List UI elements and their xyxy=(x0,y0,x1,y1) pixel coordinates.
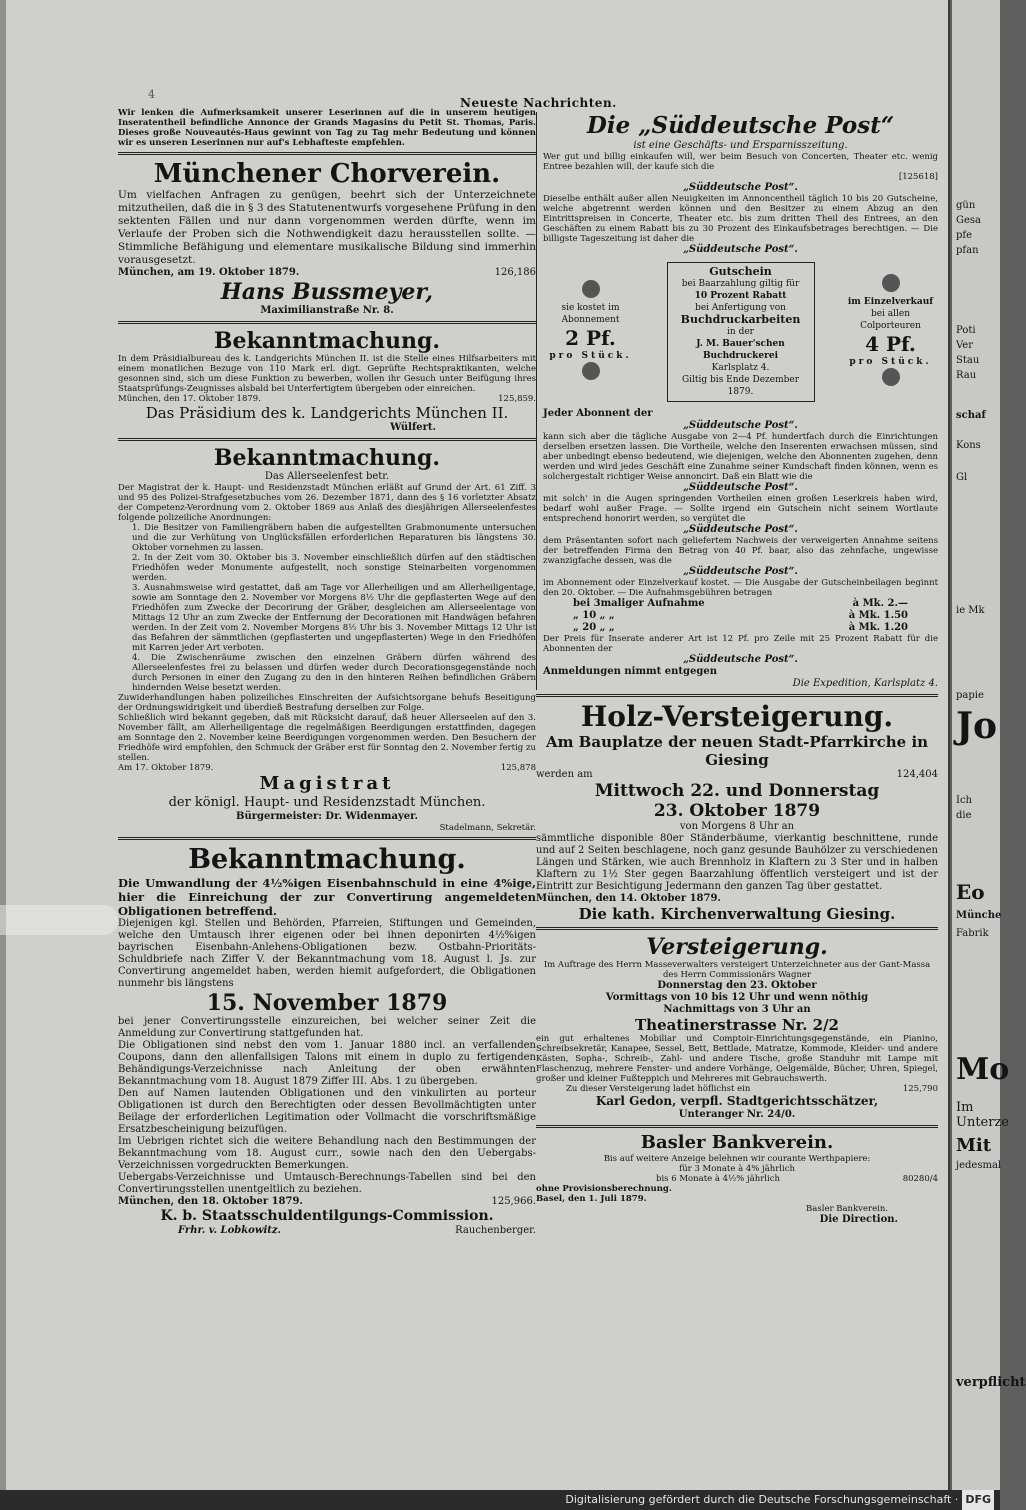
bek3-title: Bekanntmachung. xyxy=(188,844,466,875)
verst-place: Theatinerstrasse Nr. 2/2 xyxy=(635,1016,839,1034)
verst-time2: Nachmittags von 3 Uhr an xyxy=(663,1004,811,1015)
edge-text: die xyxy=(956,810,972,821)
divider xyxy=(536,927,938,930)
coupon-line: Buchdruckarbeiten xyxy=(680,313,801,326)
bek2-subtitle: Das Allerseelenfest betr. xyxy=(264,471,390,482)
rate-row xyxy=(543,598,938,610)
post-p3: Jeder Abonnent der xyxy=(543,408,653,419)
rate-price: à Mk. 2.— xyxy=(852,598,908,609)
bek1-ref: 125,859. xyxy=(498,394,536,404)
edge-text: Im xyxy=(956,1100,974,1115)
verst-signer: Karl Gedon, verpfl. Stadtgerichtsschätzer, xyxy=(595,1094,879,1108)
bek2-secretary: Stadelmann, Sekretär. xyxy=(439,823,536,833)
bek1-signer: Das Präsidium des k. Landgerichts München II. xyxy=(145,404,509,422)
bek3-p3: Die Obligationen sind nebst den vom 1. Januar 1880 incl. an verfallenden Coupons, dann den allenfallsigen Talons mit einem in duplo zu fertigenden Behändigungs-Verzeichnisse nach Anleitung der oben erwähnten Bekanntmachung vom 18. August 1879 Ziffer III. Abs. 1 zu übergeben. xyxy=(118,1040,536,1087)
bek3-p6: Uebergabs-Verzeichnisse und Umtausch-Berechnungs-Tabellen sind bei den Convertirungsstellen unentgeltlich zu beziehen. xyxy=(118,1172,536,1195)
basler-date: Basel, den 1. Juli 1879. xyxy=(536,1194,647,1204)
edge-text: jedesmal xyxy=(956,1160,1002,1171)
bek3-clerk: Rauchenberger. xyxy=(455,1225,536,1236)
edge-text: Unterze xyxy=(956,1115,1010,1130)
bek2-penalty: Zuwiderhandlungen haben polizeiliches Einschreiten der Aufsichtsorgane behufs Beseitigung der Ordnungswidrigkeit und überdieß Bestrafung derselben zur Folge. xyxy=(118,693,536,713)
bek3-p5: Im Uebrigen richtet sich die weitere Behandlung nach den Bestimmungen der Bekanntmachung vom 18. August curr., sowie nach den den Uebergabs-Verzeichnissen vorgedruckten Bemerkungen. xyxy=(118,1136,536,1171)
edge-text: pfan xyxy=(956,245,979,256)
ornament-dot-icon xyxy=(582,362,600,380)
bek2-closing: Schließlich wird bekannt gegeben, daß mit Rücksicht darauf, daß heuer Allerseelen auf den 3. November fällt, am Allerheiligentage die regelmäßigen Beerdigungen erstattfinden, dagegen am Sonntage den 2. November keine Beerdigungen vorgenommen werden. Den Besuchern der Friedhöfe wird empfohlen, den Schmuck der Gräber erst für Sonntag den 2. November fertig zu stellen. xyxy=(118,713,536,763)
edge-text: Poti xyxy=(956,325,976,336)
price-label: sie kostet im Abonnement xyxy=(561,303,620,325)
verst-invite: Zu dieser Versteigerung ladet höflichst ein xyxy=(566,1084,751,1094)
post-p5: mit solch' in die Augen springenden Vortheilen einen großen Leserkreis haben wird, bedarf wohl außer Frage. — Sollte irgend ein Gutschein nicht seinem Wortlaute entsprechend honorirt werden, so vergütet die xyxy=(543,494,938,524)
rate-label: „ 20 „ „ xyxy=(573,622,615,633)
coupon-title: Gutschein xyxy=(709,265,772,278)
basler-sign1: Basler Bankverein. xyxy=(806,1204,888,1214)
gutschein-coupon xyxy=(667,262,815,402)
divider xyxy=(118,837,536,840)
post-name: „Süddeutsche Post“. xyxy=(683,244,798,255)
ornament-dot-icon xyxy=(882,274,900,292)
divider xyxy=(118,152,536,155)
adjacent-page-edge xyxy=(952,0,1026,1490)
coupon-discount: 10 Prozent Rabatt xyxy=(694,291,787,301)
edge-text: verpflicht xyxy=(956,1375,1026,1390)
price-value: 4 Pf. xyxy=(865,332,916,356)
edge-text: Ich xyxy=(956,795,972,806)
edge-text: ie Mk xyxy=(956,605,985,616)
ornament-dot-icon xyxy=(882,368,900,386)
right-column xyxy=(536,112,938,1226)
post-name: „Süddeutsche Post“. xyxy=(683,654,798,665)
holz-ref: 124,404 xyxy=(896,769,938,780)
bek2-signer: Magistrat xyxy=(259,773,395,794)
post-name: „Süddeutsche Post“. xyxy=(683,482,798,493)
chorverein-signer: Hans Bussmeyer, xyxy=(220,279,434,305)
post-subtitle: ist eine Geschäfts- und Ersparnisszeitung. xyxy=(633,140,848,151)
divider xyxy=(118,321,536,324)
rate-label: „ 10 „ „ xyxy=(573,610,615,621)
post-p7: im Abonnement oder Einzelverkauf kostet. — Die Ausgabe der Gutscheinbeilagen beginnt den 20. Oktober. — Die Aufnahmsgebühren betragen xyxy=(543,578,938,598)
holz-werden: werden am xyxy=(536,769,593,780)
ornament-dot-icon xyxy=(582,280,600,298)
edge-text: Gesa xyxy=(956,215,981,226)
bek2-org: der königl. Haupt- und Residenzstadt München. xyxy=(168,795,486,810)
coupon-line: J. M. Bauer'schen Buchdruckerei xyxy=(696,339,785,361)
verst-ref: 125,790 xyxy=(902,1084,938,1094)
chorverein-date: München, am 19. Oktober 1879. xyxy=(118,267,300,278)
bek2-intro: Der Magistrat der k. Haupt- und Residenzstadt München erläßt auf Grund der Art. 61 Ziff. 3 und 95 des Polizei-Strafgesetzbuches vom 26. Dezember 1871, dann des § 16 vorletzter Absatz der Competenz-Verordnung vom 2. Oktober 1869 aus Anlaß des diesjährigen Allerseelenfestes folgende polizeiliche Anordnungen: xyxy=(118,483,536,523)
page-header: Neueste Nachrichten. xyxy=(460,96,617,110)
bek3-name: Frhr. v. Lobkowitz. xyxy=(178,1225,282,1236)
price-value: 2 Pf. xyxy=(565,326,616,350)
price-unit: pro Stück. xyxy=(849,357,932,367)
abonnement-price xyxy=(543,280,638,384)
gutschein-area xyxy=(543,262,938,402)
edge-text: Fabrik xyxy=(956,928,989,939)
chorverein-address: Maximilianstraße Nr. 8. xyxy=(260,305,394,316)
scan-glare xyxy=(0,905,118,935)
basler-line1: Bis auf weitere Anzeige belehnen wir courante Werthpapiere: xyxy=(603,1154,871,1164)
basler-sign2: Die Direction. xyxy=(819,1214,898,1225)
edge-text: Gl xyxy=(956,472,968,483)
post-name: „Süddeutsche Post“. xyxy=(683,566,798,577)
holz-dates1: Mittwoch 22. und Donnerstag xyxy=(594,781,880,801)
coupon-line: in der xyxy=(727,327,754,337)
basler-ref: 80280/4 xyxy=(902,1174,938,1184)
post-p6: dem Präsentanten sofort nach geliefertem Nachweis der verweigerten Annahme seitens der betreffenden Firma den Betrag von 40 Pf. baar, also das zehnfache, ungewisse zwanzigfache dessen, was die xyxy=(543,536,938,566)
basler-line3: bis 6 Monate à 4½% jährlich xyxy=(656,1174,780,1184)
bek3-ref: 125,966. xyxy=(491,1196,536,1207)
rate-price: à Mk. 1.50 xyxy=(848,610,908,621)
edge-text: pfe xyxy=(956,230,973,241)
bek3-date: München, den 18. Oktober 1879. xyxy=(118,1196,303,1207)
coupon-line: bei Anfertigung von xyxy=(695,303,786,313)
chorverein-title: Münchener Chorverein. xyxy=(153,159,501,189)
post-p2: Dieselbe enthält außer allen Neuigkeiten im Annoncentheil täglich 10 bis 20 Gutscheine, welche abgetrennt werden können und den Besitzer zu einem Abzug an den Eintrittspreisen in Concerte, Theater etc. bis zum dritten Theil des Entrees, an den Geschäften zu einem Rabatt bis zu 30 Prozent des Einkaufsbetrages berechtigen. — Die billigste Tageszeitung ist daher die xyxy=(543,194,938,244)
edge-text: schaf xyxy=(956,410,986,421)
holz-title: Holz-Versteigerung. xyxy=(580,700,894,733)
basler-line4: ohne Provisionsberechnung. xyxy=(536,1184,672,1194)
post-p4: kann sich aber die tägliche Ausgabe von 2—4 Pf. hundertfach durch die Einrichtungen derselben ersetzen lassen. Die Vortheile, welche den Inserenten erwachsen müssen, sind aber unbedingt ebenso bedeutend, wie diejenigen, welche den Abonnenten zugehen, denn werden und wird jedes Geschäft eine Zunahme seiner Kundschaft finden können, wenn es solchergestalt richtiger Weise annoncirt. Daß ein Blatt wie die xyxy=(543,432,938,482)
bek2-item: 2. In der Zeit vom 30. Oktober bis 3. November einschließlich dürfen auf den städtischen Friedhöfen weder Monumente aufgestellt, noch sonstige Steinarbeiten vorgenommen werden. xyxy=(132,553,536,583)
bek2-date: Am 17. Oktober 1879. xyxy=(118,763,214,773)
price-label: Colporteuren xyxy=(860,321,921,331)
bek3-p1: Diejenigen kgl. Stellen und Behörden, Pfarreien, Stiftungen und Gemeinden, welche den Umtausch ihrer eigenen oder bei ihnen deponirten 4½%igen bayrischen Eisenbahn-Anlehens-Obligationen bezw. Ostbahn-Prioritäts-Schuldbriefe nach Ziffer V. der Bekanntmachung vom 18. August l. Js. zur Convertirung angemeldet haben, werden hiemit aufgefordert, die Obligationen nunmehr bis längstens xyxy=(118,918,536,989)
bek2-mayor: Bürgermeister: Dr. Widenmayer. xyxy=(236,811,418,822)
holz-date: München, den 14. Oktober 1879. xyxy=(536,893,721,904)
chorverein-body: Um vielfachen Anfragen zu genügen, beehrt sich der Unterzeichnete mitzutheilen, daß die in § 3 des Statutenentwurfs vorgesehene Prüfung in den sektenten Fällen und nur dann vorgenommen werden dürfte, wenn im Verlaufe der Proben sich die Nothwendigkeit dazu herausstellen sollte. — Stimmliche Befähigung und elementare musikalische Bildung sind immerhin vorausgesetzt. xyxy=(118,189,536,266)
bek2-item: 3. Ausnahmsweise wird gestattet, daß am Tage vor Allerheiligen und am Allerheiligentage, sowie am Sonntage den 2. November vor Morgens 8½ Uhr die gepflasterten Wege auf den Friedhöfen zum Zwecke der Decorirung der Gräber, desgleichen am Allerseelentage von Mittags 12 Uhr an zum Zwecke der Entfernung der Decorationen mit Handwägen befahren werden. In der Zeit vom 2. November Morgens 8½ Uhr bis 3. November Mittags 12 Uhr ist das Befahren der sämmtlichen (gepflasterten und ungepflasterten) Wege in den Friedhöfen mit Karren jeder Art verboten. xyxy=(132,583,536,653)
bek1-body: In dem Präsidialbureau des k. Landgerichts München II. ist die Stelle eines Hilfsarbeiters mit einem monatlichen Bezuge von 110 Mark erl. digt. Geprüfte Rechtspraktikanten, welche gesonnen sind, sich um diese Funktion zu bewerben, wollen ihr Gesuch unter Beifügung ihres Staatsprüfungs-Zeugnisses alsbald bei Unterfertigtem übergeben oder einreichen. xyxy=(118,354,536,394)
edge-text: Ver xyxy=(956,340,974,351)
edge-text: Jo xyxy=(956,705,998,747)
holz-sub: Am Bauplatze der neuen Stadt-Pfarrkirche in Giesing xyxy=(545,733,929,769)
rate-price: à Mk. 1.20 xyxy=(848,622,908,633)
edge-text: Rau xyxy=(956,370,977,381)
verst-body: ein gut erhaltenes Mobiliar und Comptoir-Einrichtungsgegenstände, ein Pianino, Schreibsekretär, Kanapee, Sessel, Bett, Bettlade, Matratze, Kommode, Kleider- und andere Kästen, Sopha-, Schreib-, Zahl- und andere Tische, große Standuhr mit Lampe mit Flaschenzug, mehrere Fenster- und andere Vorhänge, Oelgemälde, Bücher, Uhren, Spiegel, großer und kleiner Fußteppich und Mehreres mit Gebrauchswerth. xyxy=(536,1034,938,1084)
edge-text: Eo xyxy=(956,880,985,904)
post-p9: Anmeldungen nimmt entgegen xyxy=(543,666,717,677)
post-p1: Wer gut und billig einkaufen will, wer beim Besuch von Concerten, Theater etc. wenig Entree bezahlen will, der kaufe sich die xyxy=(543,152,938,172)
bek1-date: München, den 17. Oktober 1879. xyxy=(118,394,261,404)
einzelverkauf-price xyxy=(843,274,938,390)
holz-signer: Die kath. Kirchenverwaltung Giesing. xyxy=(578,905,896,923)
divider xyxy=(118,438,536,441)
verst-addr: Unteranger Nr. 24/0. xyxy=(678,1109,796,1120)
edge-text: papie xyxy=(956,690,984,701)
chorverein-ref: 126,186 xyxy=(494,267,536,278)
verst-day: Donnerstag den 23. Oktober xyxy=(657,980,817,991)
post-p8: Der Preis für Inserate anderer Art ist 12 Pf. pro Zeile mit 25 Prozent Rabatt für die Abonnenten der xyxy=(543,634,938,654)
bek3-p2: bei jener Convertirungsstelle einzureichen, bei welcher seiner Zeit die Anmeldung zur Convertirung stattgefunden hat. xyxy=(118,1016,536,1039)
post-ref: [125618] xyxy=(898,172,938,182)
bek1-name: Wülfert. xyxy=(390,422,436,433)
holz-dates2: 23. Oktober 1879 xyxy=(653,801,821,821)
footer-bar xyxy=(0,1490,1000,1510)
price-unit: pro Stück. xyxy=(549,351,632,361)
notice-petit-st-thomas: Wir lenken die Aufmerksamkeit unserer Leserinnen auf die in unserem heutigen Inseratentheil befindliche Annonce der Grands Magasins du Petit St. Thomas, Paris. Dieses große Nouveautés-Haus gewinnt von Tag zu Tag mehr Bedeutung und können wir es unseren Leserinnen nur auf's Lebhafteste empfehlen. xyxy=(118,108,536,148)
price-label: im Einzelverkauf xyxy=(847,297,934,307)
rate-label: bei 3maliger Aufnahme xyxy=(573,598,705,609)
coupon-validity: Giltig bis Ende Dezember 1879. xyxy=(681,375,800,397)
verst-intro: Im Auftrage des Herrn Masseverwalters versteigert Unterzeichneter aus der Gant-Massa des Herrn Commissionärs Wagner xyxy=(543,960,931,980)
coupon-line: bei Baarzahlung giltig für xyxy=(681,279,800,289)
holz-body: sämmtliche disponible 80er Ständerbäume, vierkantig beschnittene, runde und auf 2 Seiten beschlagene, noch ganz gesunde Bauhölzer zu verschiedenen Längen und Stärken, wie auch Brennholz in Klaftern zu 3 Ster und in halben Klaftern zu 1½ Ster gegen Baarzahlung öffentlich versteigert und ist der Eintritt zur Besichtigung Jedermann den ganzen Tag über gestattet. xyxy=(536,833,938,892)
verst-title: Versteigerung. xyxy=(646,934,828,960)
post-name: „Süddeutsche Post“. xyxy=(683,524,798,535)
verst-time1: Vormittags von 10 bis 12 Uhr und wenn nöthig xyxy=(605,992,869,1003)
basler-line2: für 3 Monate à 4% jährlich xyxy=(679,1164,795,1174)
footer-credit: Digitalisierung gefördert durch die Deutsche Forschungsgemeinschaft · xyxy=(565,1493,959,1506)
divider xyxy=(536,694,938,697)
bek1-title: Bekanntmachung. xyxy=(213,328,441,354)
post-title: Die „Süddeutsche Post“ xyxy=(586,112,895,139)
bek3-signer: K. b. Staatsschuldentilgungs-Commission. xyxy=(160,1208,494,1224)
edge-text: Mit xyxy=(956,1135,992,1156)
holz-time: von Morgens 8 Uhr an xyxy=(679,821,795,832)
bek2-title: Bekanntmachung. xyxy=(213,445,441,471)
bek2-item: 1. Die Besitzer von Familiengräbern haben die aufgestellten Grabmonumente untersuchen und die zur Verhütung von Unglücksfällen erforderlichen Reparaturen bis längstens 30. Oktober vornehmen zu lassen. xyxy=(132,523,536,553)
edge-text: Münche xyxy=(956,910,1002,921)
bek3-lead: Die Umwandlung der 4½%igen Eisenbahnschuld in eine 4%ige, hier die Einreichung der zur Convertirung angemeldeten Obligationen betreffend. xyxy=(118,876,536,918)
edge-text: Stau xyxy=(956,355,980,366)
post-name: „Süddeutsche Post“. xyxy=(683,182,798,193)
rate-row xyxy=(543,610,938,622)
bek3-deadline: 15. November 1879 xyxy=(206,990,448,1016)
bek3-p4: Den auf Namen lautenden Obligationen und den vinkulirten au porteur Obligationen ist durch den Berechtigten oder dessen Bevollmächtigten unter Beilage der erforderlichen Legitimation oder Vollmacht die vorschriftsmäßige Ersatzbescheinigung beizufügen. xyxy=(118,1088,536,1135)
edge-text: gün xyxy=(956,200,976,211)
divider xyxy=(536,1125,938,1128)
dfg-logo: DFG xyxy=(962,1490,994,1510)
bek2-item: 4. Die Zwischenräume zwischen den einzelnen Gräbern dürfen während des Allerseelenfestes frei zu belassen und dürfen weder durch Decorationsgegenstände noch durch Personen in einer den Zugang zu den in den hinteren Reihen befindlichen Gräbern hindernden Weise besetzt werden. xyxy=(132,653,536,693)
post-expedition: Die Expedition, Karlsplatz 4. xyxy=(792,678,938,689)
left-column xyxy=(118,108,536,1237)
price-label: bei allen xyxy=(870,309,911,319)
bek2-ref: 125,878 xyxy=(500,763,536,773)
page-number: 4 xyxy=(148,88,155,101)
basler-title: Basler Bankverein. xyxy=(640,1132,834,1153)
post-name: „Süddeutsche Post“. xyxy=(683,420,798,431)
rate-row xyxy=(543,622,938,634)
edge-text: Kons xyxy=(956,440,981,451)
coupon-line: Karlsplatz 4. xyxy=(711,363,770,373)
edge-text: Mo xyxy=(956,1052,1010,1087)
binding-edge xyxy=(0,0,6,1490)
